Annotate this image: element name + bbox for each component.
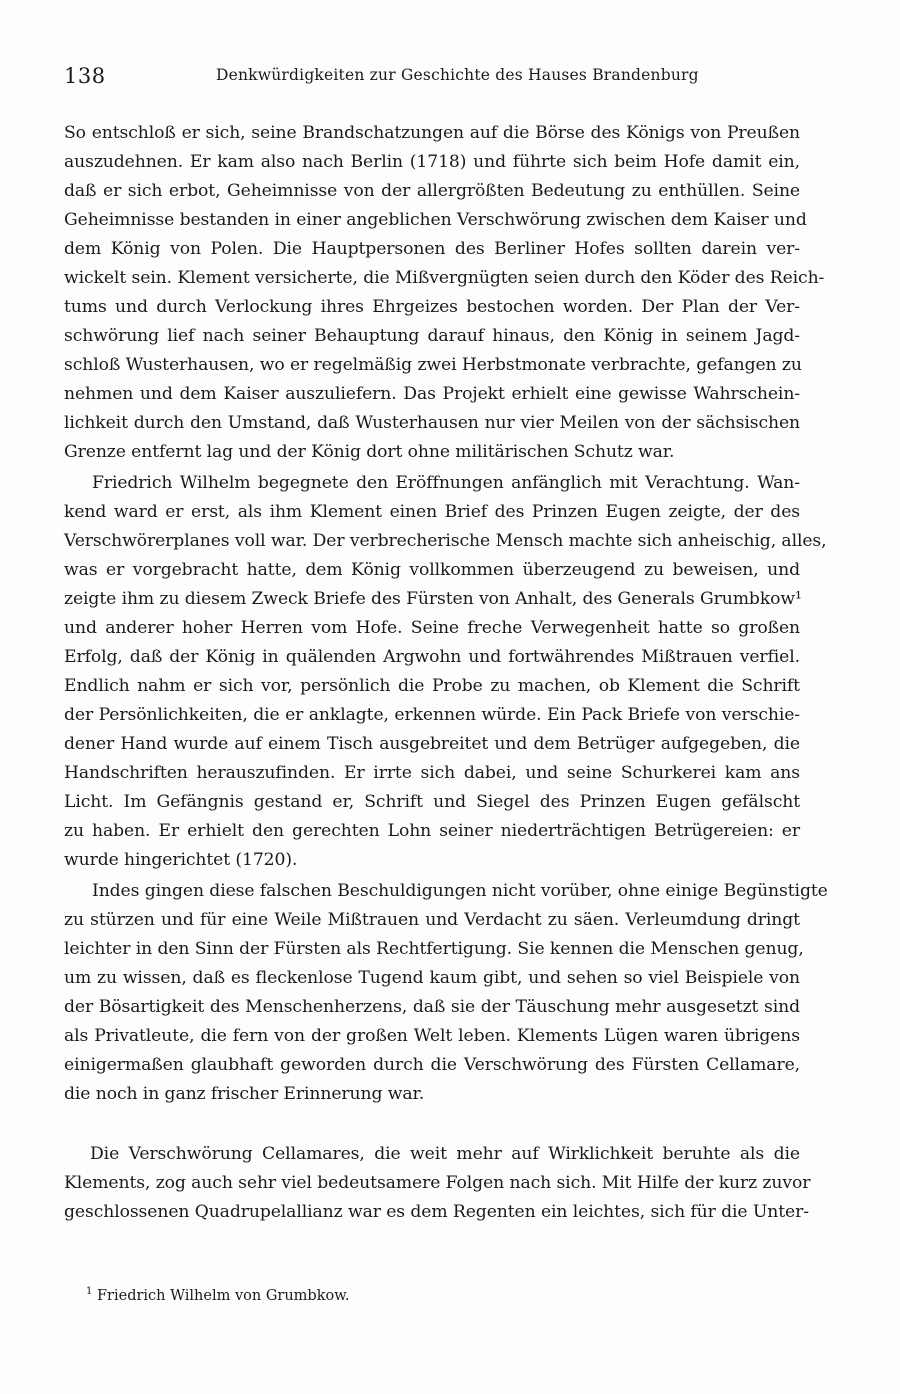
footnote-marker: 1 [86, 1286, 93, 1298]
text-line: auszudehnen. Er kam also nach Berlin (1718) und führte sich beim Hofe damit ein, [64, 152, 800, 172]
text-line: nehmen und dem Kaiser auszuliefern. Das Projekt erhielt eine gewisse Wahrschein- [64, 384, 800, 404]
running-head: Denkwürdigkeiten zur Geschichte des Hauses Brandenburg [216, 66, 699, 84]
paragraph [64, 877, 828, 1109]
page-header [64, 64, 804, 94]
text-line: Erfolg, daß der König in quälenden Argwohn und fortwährendes Mißtrauen verfiel. [64, 647, 800, 667]
text-line: zu haben. Er erhielt den gerechten Lohn seiner niederträchtigen Betrügereien: er [64, 821, 800, 841]
text-line: tums und durch Verlockung ihres Ehrgeizes bestochen worden. Der Plan der Ver- [64, 297, 800, 317]
text-line: Handschriften herauszufinden. Er irrte sich dabei, und seine Schurkerei kam ans [64, 763, 800, 783]
text-line: kend ward er erst, als ihm Klement einen Brief des Prinzen Eugen zeigte, der des [64, 502, 800, 522]
text-line: schwörung lief nach seiner Behauptung darauf hinaus, den König in seinem Jagd- [64, 326, 800, 346]
text-line: wurde hingerichtet (1720). [64, 850, 298, 870]
text-line: leichter in den Sinn der Fürsten als Rechtfertigung. Sie kennen die Menschen genug, [64, 939, 804, 959]
text-line: Indes gingen diese falschen Beschuldigungen nicht vorüber, ohne einige Begünstigte [92, 881, 828, 901]
text-line: geschlossenen Quadrupelallianz war es dem Regenten ein leichtes, sich für die Unter- [64, 1202, 809, 1222]
text-line: Endlich nahm er sich vor, persönlich die Probe zu machen, ob Klement die Schrift [64, 676, 800, 696]
text-line: Licht. Im Gefängnis gestand er, Schrift und Siegel des Prinzen Eugen gefälscht [64, 792, 800, 812]
text-line: lichkeit durch den Umstand, daß Wusterhausen nur vier Meilen von der sächsischen [64, 413, 800, 433]
text-line: daß er sich erbot, Geheimnisse von der allergrößten Bedeutung zu enthüllen. Seine [64, 181, 800, 201]
footnote [86, 1288, 350, 1304]
text-line: Friedrich Wilhelm begegnete den Eröffnungen anfänglich mit Verachtung. Wan- [92, 473, 800, 493]
text-line: der Persönlichkeiten, die er anklagte, erkennen würde. Ein Pack Briefe von verschie- [64, 705, 800, 725]
text-line: und anderer hoher Herren vom Hofe. Seine freche Verwegenheit hatte so großen [64, 618, 800, 638]
paragraph [64, 119, 825, 467]
page-number: 138 [64, 64, 106, 88]
text-line: Verschwörerplanes voll war. Der verbrecherische Mensch machte sich anheischig, alles, [64, 531, 827, 551]
text-line: So entschloß er sich, seine Brandschatzungen auf die Börse des Königs von Preußen [64, 123, 800, 143]
text-line: Grenze entfernt lag und der König dort ohne militärischen Schutz war. [64, 442, 675, 462]
text-line: um zu wissen, daß es fleckenlose Tugend kaum gibt, und sehen so viel Beispiele von [64, 968, 800, 988]
text-line: als Privatleute, die fern von der großen Welt leben. Klements Lügen waren übrigens [64, 1026, 800, 1046]
text-line: dener Hand wurde auf einem Tisch ausgebreitet und dem Betrüger aufgegeben, die [64, 734, 800, 754]
text-line: Geheimnisse bestanden in einer angeblichen Verschwörung zwischen dem Kaiser und [64, 210, 807, 230]
text-line: was er vorgebracht hatte, dem König vollkommen überzeugend zu beweisen, und [64, 560, 800, 580]
paragraph [64, 469, 827, 875]
text-line: zeigte ihm zu diesem Zweck Briefe des Fürsten von Anhalt, des Generals Grumbkow¹ [64, 589, 802, 609]
text-line: schloß Wusterhausen, wo er regelmäßig zwei Herbstmonate verbrachte, gefangen zu [64, 355, 802, 375]
text-line: Klements, zog auch sehr viel bedeutsamere Folgen nach sich. Mit Hilfe der kurz zuvor [64, 1173, 811, 1193]
text-line: einigermaßen glaubhaft geworden durch die Verschwörung des Fürsten Cellamare, [64, 1055, 800, 1075]
text-line: der Bösartigkeit des Menschenherzens, daß sie der Täuschung mehr ausgesetzt sind [64, 997, 800, 1017]
text-line: die noch in ganz frischer Erinnerung war. [64, 1084, 425, 1104]
text-line: dem König von Polen. Die Hauptpersonen des Berliner Hofes sollten darein ver- [64, 239, 800, 259]
text-line: zu stürzen und für eine Weile Mißtrauen und Verdacht zu säen. Verleumdung dringt [64, 910, 800, 930]
body-text [64, 119, 828, 1227]
text-line: wickelt sein. Klement versicherte, die Mißvergnügten seien durch den Köder des Reich- [64, 268, 825, 288]
footnote-text: Friedrich Wilhelm von Grumbkow. [96, 1288, 350, 1304]
paragraph [64, 1140, 811, 1227]
text-line: Die Verschwörung Cellamares, die weit mehr auf Wirklichkeit beruhte als die [90, 1144, 800, 1164]
